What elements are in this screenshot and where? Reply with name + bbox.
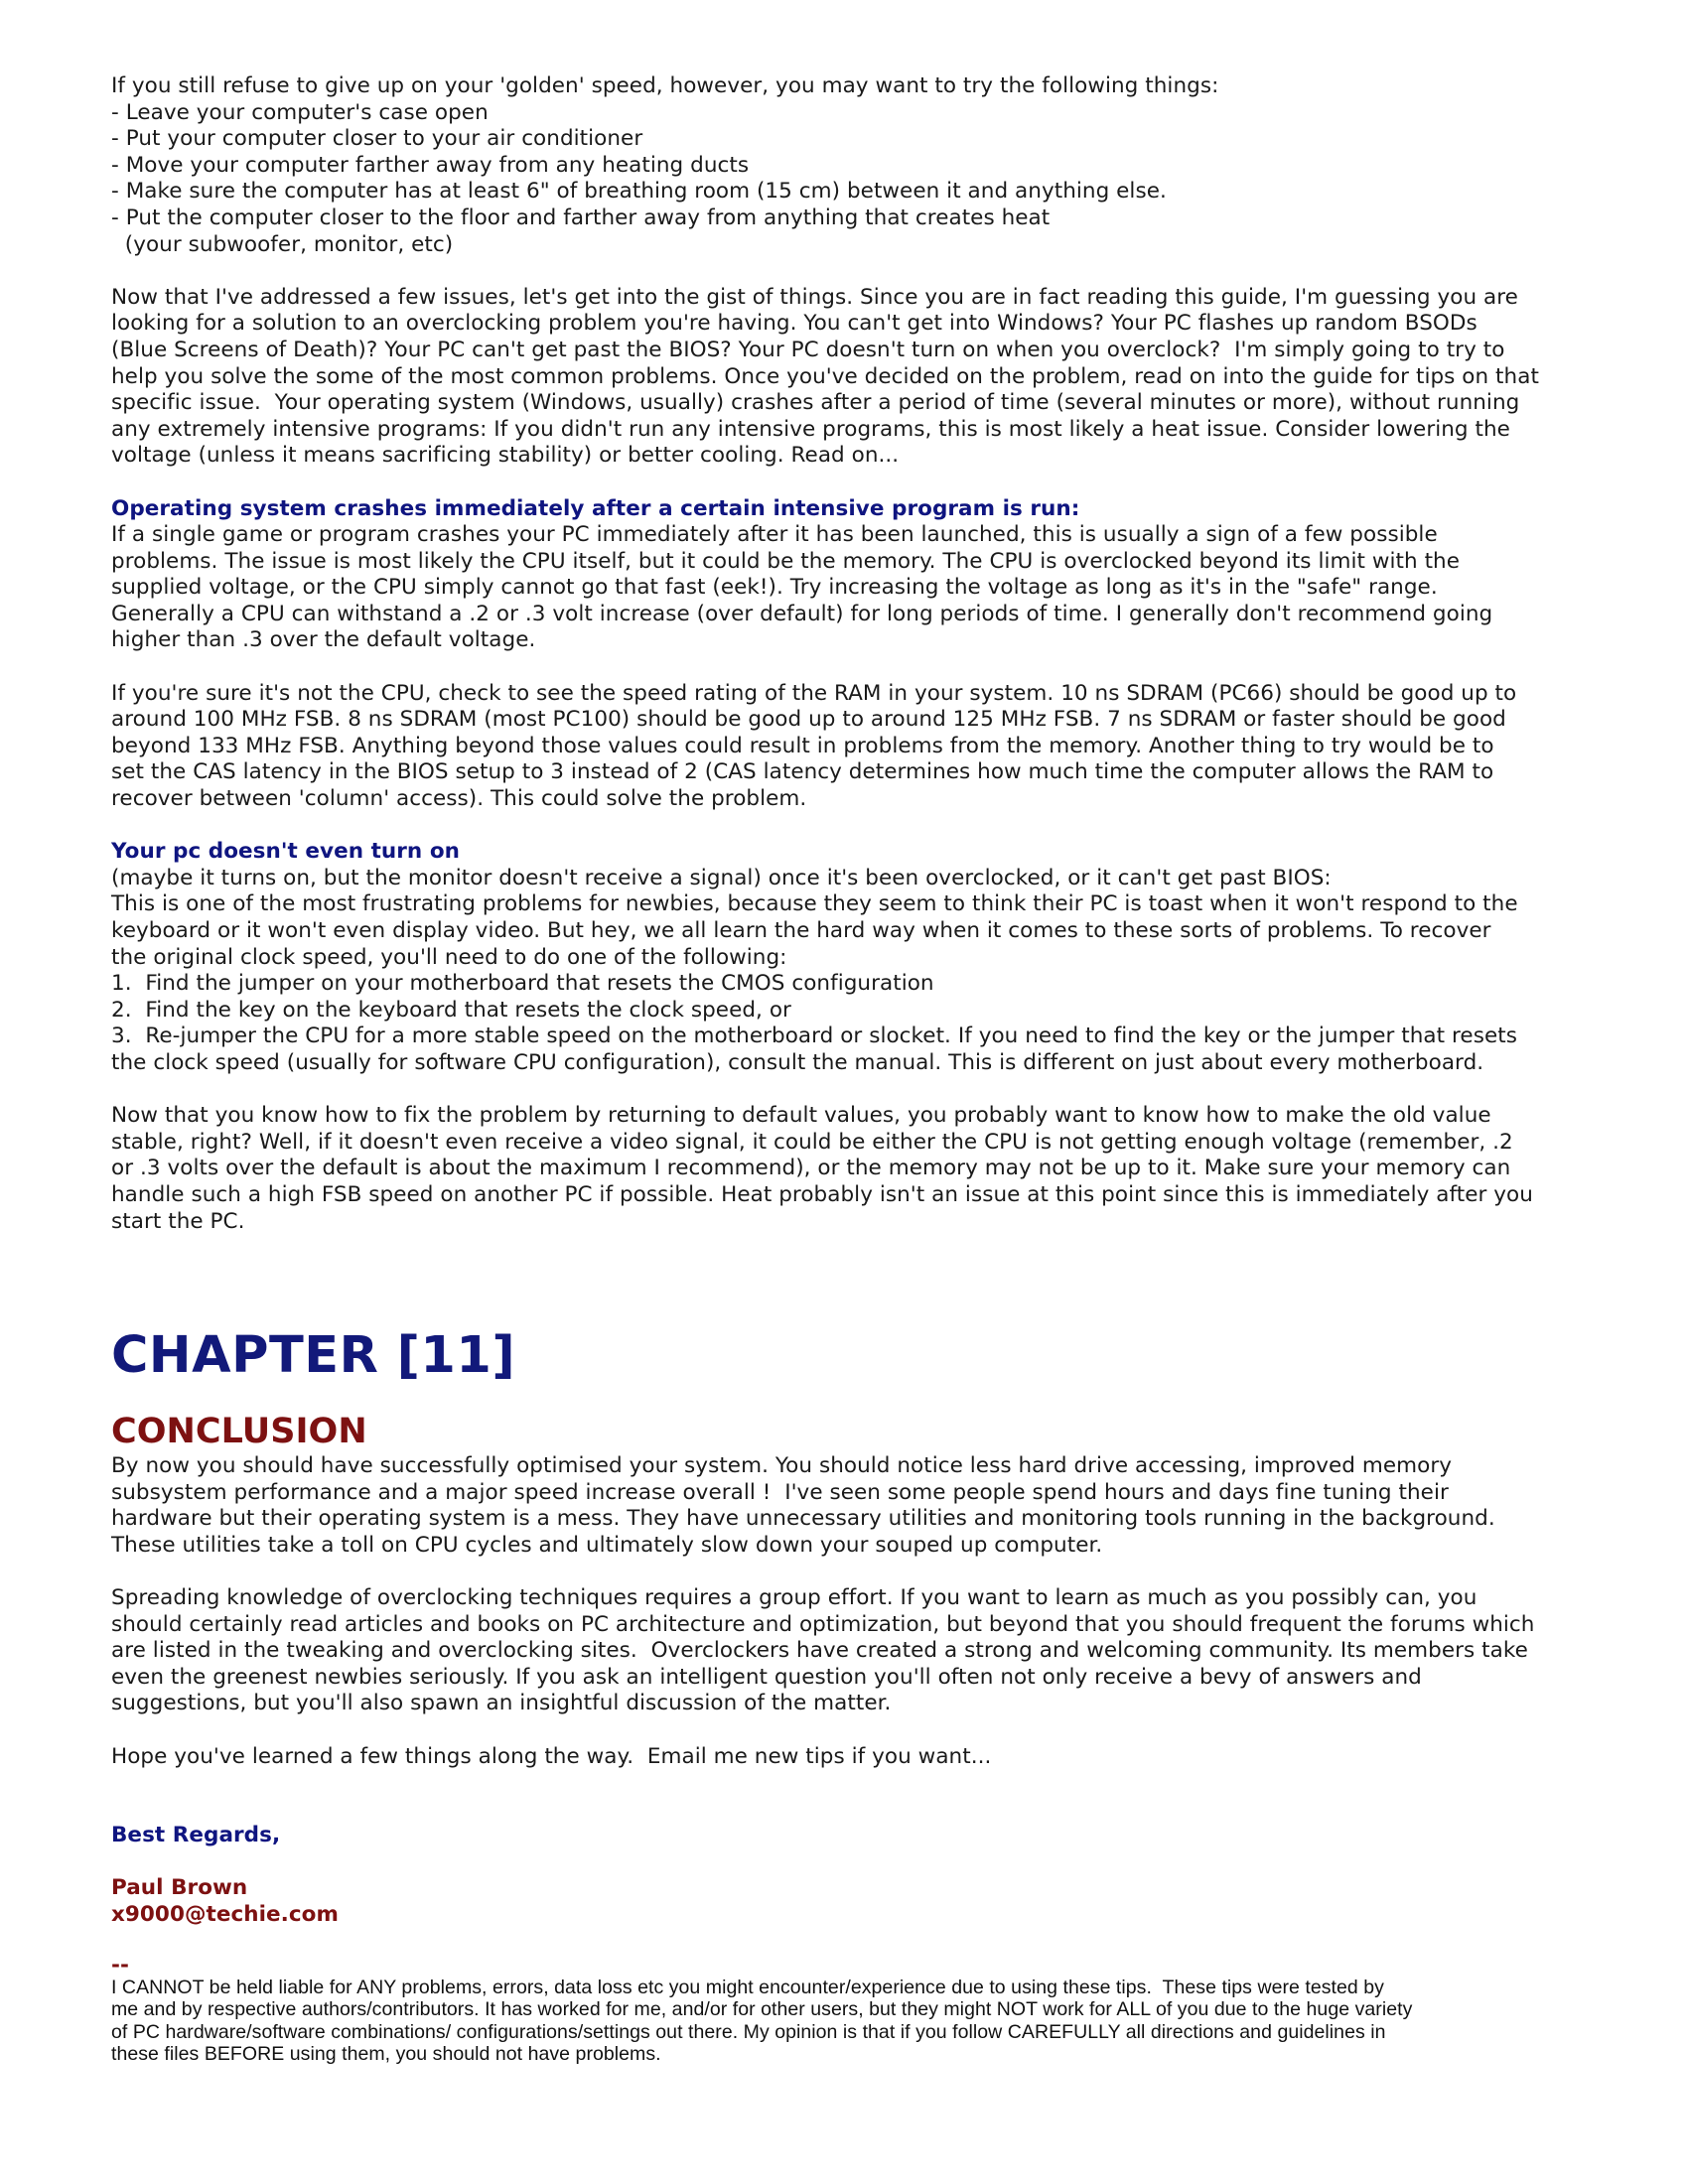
text-line: start the PC. bbox=[111, 1208, 245, 1234]
text-line: supplied voltage, or the CPU simply cannot go that fast (eek!). Try increasing the voltage as long as it's in the "safe" range. bbox=[111, 575, 1438, 601]
text-line: these files BEFORE using them, you should not have problems. bbox=[111, 2043, 661, 2066]
signoff-regards: Best Regards, bbox=[111, 1823, 281, 1848]
text-line: higher than .3 over the default voltage. bbox=[111, 627, 536, 653]
list-item: 3. Re-jumper the CPU for a more stable speed on the motherboard or slocket. If you need to find the key or the jumper that resets bbox=[111, 1024, 1517, 1049]
list-item: - Leave your computer's case open bbox=[111, 99, 489, 125]
section-heading: Your pc doesn't even turn on bbox=[111, 839, 460, 865]
list-item: 1. Find the jumper on your motherboard that resets the CMOS configuration bbox=[111, 971, 934, 997]
text-line: suggestions, but you'll also spawn an insightful discussion of the matter. bbox=[111, 1691, 892, 1716]
gist-paragraph bbox=[111, 285, 1591, 470]
disclaimer bbox=[111, 1977, 1591, 2066]
text-line: looking for a solution to an overclocking problem you're having. You can't get into Windows? Your PC flashes up random BSODs bbox=[111, 311, 1477, 337]
text-line: keyboard or it won't even display video. But hey, we all learn the hard way when it comes to these sorts of problems. To recover bbox=[111, 918, 1491, 943]
chapter-subtitle: CONCLUSION bbox=[111, 1412, 367, 1452]
intro-paragraph bbox=[111, 73, 1591, 258]
text-line: any extremely intensive programs: If you didn't run any intensive programs, this is most likely a heat issue. Consider lowering the bbox=[111, 416, 1510, 442]
text-line: If a single game or program crashes your PC immediately after it has been launched, this is usually a sign of a few possible bbox=[111, 522, 1438, 548]
text-line: specific issue. Your operating system (Windows, usually) crashes after a period of time (several minutes or more), without running bbox=[111, 390, 1520, 416]
text-line: beyond 133 MHz FSB. Anything beyond those values could result in problems from the memory. Another thing to try would be to bbox=[111, 733, 1494, 758]
author-name: Paul Brown bbox=[111, 1875, 248, 1901]
text-line: This is one of the most frustrating problems for newbies, because they seem to think their PC is toast when it won't respond to the bbox=[111, 891, 1518, 917]
section-os-crash bbox=[111, 496, 1591, 813]
text-line: help you solve the some of the most common problems. Once you've decided on the problem, read on into the guide for tips on that bbox=[111, 363, 1539, 389]
text-line: Hope you've learned a few things along the way. Email me new tips if you want... bbox=[111, 1743, 992, 1769]
text-line: the original clock speed, you'll need to do one of the following: bbox=[111, 944, 787, 970]
text-line: the clock speed (usually for software CPU configuration), consult the manual. This is different on just about every motherboard. bbox=[111, 1049, 1484, 1075]
text-line: handle such a high FSB speed on another PC if possible. Heat probably isn't an issue at this point since this is immediately after you bbox=[111, 1181, 1533, 1207]
list-item: - Move your computer farther away from any heating ducts bbox=[111, 152, 750, 178]
list-item: - Put the computer closer to the floor and farther away from anything that creates heat bbox=[111, 205, 1051, 230]
list-item: 2. Find the key on the keyboard that resets the clock speed, or bbox=[111, 997, 791, 1023]
text-line: hardware but their operating system is a mess. They have unnecessary utilities and monitoring tools running in the background. bbox=[111, 1506, 1495, 1532]
text-line: recover between 'column' access). This could solve the problem. bbox=[111, 786, 807, 812]
text-line: (maybe it turns on, but the monitor doesn't receive a signal) once it's been overclocked, or it can't get past BIOS: bbox=[111, 865, 1332, 890]
text-line: around 100 MHz FSB. 8 ns SDRAM (most PC100) should be good up to around 125 MHz FSB. 7 ns SDRAM or faster should be good bbox=[111, 707, 1506, 733]
text-line: subsystem performance and a major speed increase overall ! I've seen some people spend hours and days fine tuning their bbox=[111, 1479, 1449, 1505]
list-item: - Put your computer closer to your air conditioner bbox=[111, 126, 643, 152]
text-line: Spreading knowledge of overclocking techniques requires a group effort. If you want to learn as much as you possibly can, you bbox=[111, 1585, 1477, 1611]
chapter-title: CHAPTER [11] bbox=[111, 1326, 516, 1386]
text-line: voltage (unless it means sacrificing stability) or better cooling. Read on... bbox=[111, 443, 900, 469]
text-line: I CANNOT be held liable for ANY problems, errors, data loss etc you might encounter/experience due to using these tips. These tips were tested by bbox=[111, 1976, 1384, 1998]
text-line: me and by respective authors/contributors. It has worked for me, and/or for other users, but they might NOT work for ALL of you due to the huge variety bbox=[111, 1998, 1413, 2021]
section-heading: Operating system crashes immediately after a certain intensive program is run: bbox=[111, 495, 1080, 521]
text-line: Now that I've addressed a few issues, let's get into the gist of things. Since you are in fact reading this guide, I'm guessing you are bbox=[111, 284, 1518, 310]
text-line: These utilities take a toll on CPU cycles and ultimately slow down your souped up computer. bbox=[111, 1532, 1103, 1558]
text-line: Generally a CPU can withstand a .2 or .3 volt increase (over default) for long periods of time. I generally don't recommend going bbox=[111, 601, 1493, 626]
text-line: stable, right? Well, if it doesn't even receive a video signal, it could be either the CPU is not getting enough voltage (remember, .2 bbox=[111, 1129, 1513, 1155]
author-email-link[interactable]: x9000@techie.com bbox=[111, 1902, 339, 1928]
text-line: set the CAS latency in the BIOS setup to 3 instead of 2 (CAS latency determines how much time the computer allows the RAM to bbox=[111, 759, 1494, 785]
text-line: or .3 volts over the default is about the maximum I recommend), or the memory may not be up to it. Make sure your memory can bbox=[111, 1156, 1511, 1181]
text-line: (Blue Screens of Death)? Your PC can't get past the BIOS? Your PC doesn't turn on when you overclock? I'm simply going to try to bbox=[111, 337, 1505, 362]
text-line: Now that you know how to fix the problem by returning to default values, you probably want to know how to make the old value bbox=[111, 1103, 1491, 1129]
text-line: If you still refuse to give up on your 'golden' speed, however, you may want to try the following things: bbox=[111, 73, 1219, 98]
list-item: (your subwoofer, monitor, etc) bbox=[111, 231, 454, 257]
text-line: even the greenest newbies seriously. If you ask an intelligent question you'll often not only receive a bevy of answers and bbox=[111, 1664, 1422, 1690]
section-no-power bbox=[111, 839, 1591, 1235]
text-line: should certainly read articles and books on PC architecture and optimization, but beyond that you should frequent the forums which bbox=[111, 1611, 1535, 1637]
conclusion-body bbox=[111, 1453, 1591, 1770]
text-line: By now you should have successfully optimised your system. You should notice less hard drive accessing, improved memory bbox=[111, 1453, 1453, 1479]
document-page bbox=[111, 73, 1591, 2066]
signature-separator: -- bbox=[111, 1952, 129, 1978]
text-line: problems. The issue is most likely the CPU itself, but it could be the memory. The CPU is overclocked beyond its limit with the bbox=[111, 548, 1461, 574]
text-line: of PC hardware/software combinations/ configurations/settings out there. My opinion is that if you follow CAREFULLY all directions and guidelines in bbox=[111, 2020, 1386, 2043]
text-line: If you're sure it's not the CPU, check to see the speed rating of the RAM in your system. 10 ns SDRAM (PC66) should be good up to bbox=[111, 680, 1517, 706]
list-item: - Make sure the computer has at least 6" of breathing room (15 cm) between it and anything else. bbox=[111, 179, 1167, 205]
text-line: are listed in the tweaking and overclocking sites. Overclockers have created a strong and welcoming community. Its members take bbox=[111, 1638, 1528, 1664]
